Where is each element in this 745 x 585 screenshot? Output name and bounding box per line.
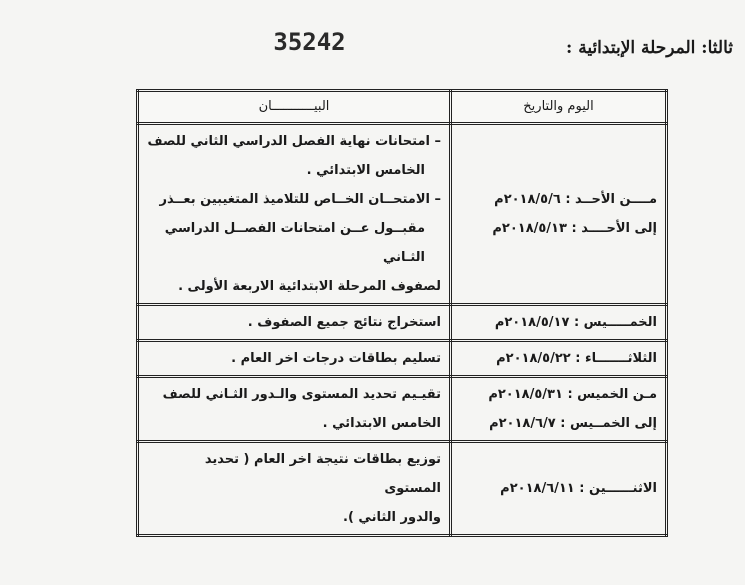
table-header-row bbox=[138, 91, 667, 124]
statement-cell bbox=[138, 341, 451, 377]
date-line: الخمـــــيس : ٢٠١٨/٥/١٧م bbox=[494, 315, 657, 330]
statement-line: تقيـيم تحديد المستوى والـدور الثـاني للصف bbox=[162, 387, 441, 402]
statement-cell bbox=[138, 305, 451, 341]
statement-line: تسليم بطاقات درجات اخر العام . bbox=[231, 351, 441, 366]
statement-line: استخراج نتائج جميع الصفوف . bbox=[247, 315, 441, 330]
document-number: 35242 bbox=[273, 28, 346, 56]
date-cell bbox=[451, 377, 667, 442]
date-line: مــــن الأحــد : ٢٠١٨/٥/٦م bbox=[494, 192, 657, 207]
date-line: الاثنــــــين : ٢٠١٨/٦/١١م bbox=[500, 481, 657, 496]
table-row bbox=[138, 341, 667, 377]
schedule-table bbox=[136, 89, 668, 537]
statement-line: – الامتحــان الخــاص للتلاميذ المتغيبين بعــذر bbox=[159, 192, 441, 207]
statement-cell bbox=[138, 377, 451, 442]
section-title: ثالثا: المرحلة الإبتدائية : bbox=[566, 38, 733, 58]
statement-line: الخامس الابتدائي . bbox=[322, 416, 441, 431]
header-date: اليوم والتاريخ bbox=[451, 91, 667, 124]
statement-cell bbox=[138, 442, 451, 536]
table-row bbox=[138, 305, 667, 341]
date-cell bbox=[451, 442, 667, 536]
header-statement: البيـــــــــــان bbox=[138, 91, 451, 124]
date-cell bbox=[451, 305, 667, 341]
table-row bbox=[138, 377, 667, 442]
date-line: إلى الأحــــد : ٢٠١٨/٥/١٣م bbox=[492, 221, 657, 236]
date-cell bbox=[451, 124, 667, 305]
table-row bbox=[138, 442, 667, 536]
date-cell bbox=[451, 341, 667, 377]
date-line: الثلاثـــــــاء : ٢٠١٨/٥/٢٢م bbox=[496, 351, 657, 366]
statement-line: توزيع بطاقات نتيجة اخر العام ( تحديد المستوى bbox=[204, 452, 441, 496]
statement-line: – امتحانات نهاية الفصل الدراسي الثاني للصف bbox=[147, 134, 441, 149]
statement-cell bbox=[138, 124, 451, 305]
table-row bbox=[138, 124, 667, 305]
statement-line: والدور الثاني ). bbox=[343, 510, 441, 525]
date-line: مـن الخميس : ٢٠١٨/٥/٣١م bbox=[488, 387, 657, 402]
date-line: إلى الخمــيس : ٢٠١٨/٦/٧م bbox=[489, 416, 657, 431]
statement-line: الخامس الابتدائي . bbox=[306, 163, 425, 178]
statement-line: مقبــول عــن امتحانات الفصــل الدراسي الثـاني bbox=[164, 221, 425, 265]
statement-line: لصفوف المرحلة الابتدائية الاربعة الأولى . bbox=[178, 279, 441, 294]
